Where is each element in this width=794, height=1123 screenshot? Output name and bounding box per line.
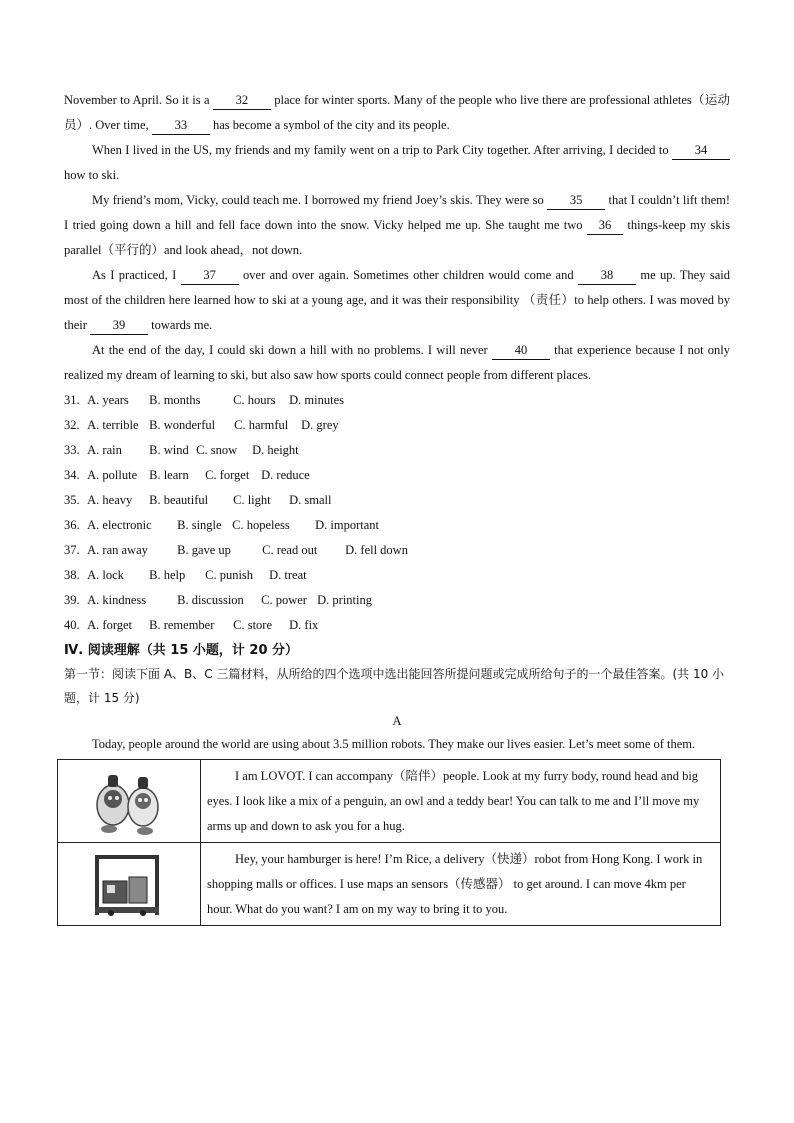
option-d: D. important — [315, 518, 380, 532]
question-number: 39. — [64, 593, 80, 607]
blank-34: 34 — [672, 141, 730, 160]
question-number: 32. — [64, 418, 80, 432]
text-run: My friend’s mom, Vicky, could teach me. I borrowed my friend Joey’s skis. They were so — [92, 193, 548, 207]
option-row-38 — [64, 563, 730, 588]
text-run: things-keep my skis parallel（平行的）and look ahead，not down. — [64, 218, 730, 257]
option-a: A. kindness — [87, 593, 147, 607]
option-row-40 — [64, 613, 730, 638]
option-a: A. lock — [87, 568, 124, 582]
lovot-description: I am LOVOT. I can accompany（陪伴）people. Look at my furry body, round head and big eyes. I look like a mix of a penguin, an owl and a teddy bear! You can talk to me and I’ll move my arms up and down to ask you for a hug. — [201, 760, 721, 843]
option-d: D. small — [289, 493, 332, 507]
option-c: C. punish — [205, 568, 254, 582]
option-d: D. reduce — [261, 468, 310, 482]
passage-letter: A — [392, 714, 402, 728]
passage-paragraph-4 — [64, 263, 730, 338]
options-list — [64, 388, 730, 638]
text-run: over and over again. Sometimes other children would come and — [238, 268, 578, 282]
option-d: D. printing — [317, 593, 372, 607]
text-run: At the end of the day, I could ski down a hill with no problems. I will never — [92, 343, 492, 357]
option-a: A. ran away — [87, 543, 148, 557]
exam-page — [64, 88, 730, 926]
option-row-36 — [64, 513, 730, 538]
question-number: 40. — [64, 618, 80, 632]
table-row — [58, 843, 721, 926]
section-heading: Ⅳ. 阅读理解（共 15 小题，计 20 分） — [64, 643, 299, 658]
passage-paragraph-3 — [64, 188, 730, 263]
text-run: how to ski. — [64, 168, 120, 182]
lovot-image-cell — [58, 760, 201, 843]
text-run: place for winter sports. Many of the people who live there are professional athletes（运动员）. Over time, — [64, 93, 730, 132]
option-c: C. power — [261, 593, 307, 607]
reading-intro: Today, people around the world are using about 3.5 million robots. They make our lives easier. Let’s meet some of them. — [92, 737, 696, 751]
robots-table — [57, 759, 721, 926]
option-b: B. beautiful — [149, 493, 209, 507]
option-c: C. hours — [233, 393, 276, 407]
option-c: C. harmful — [234, 418, 289, 432]
option-row-35 — [64, 488, 730, 513]
text-run: that experience because I not only realized my dream of learning to ski, but also saw how sports could connect people from different places. — [64, 343, 730, 382]
question-number: 38. — [64, 568, 80, 582]
option-row-33 — [64, 438, 730, 463]
option-a: A. rain — [87, 443, 122, 457]
option-a: A. forget — [87, 618, 133, 632]
option-b: B. learn — [149, 468, 189, 482]
option-d: D. height — [252, 443, 299, 457]
question-number: 35. — [64, 493, 80, 507]
option-row-34 — [64, 463, 730, 488]
rice-description: Hey, your hamburger is here! I’m Rice, a delivery（快递）robot from Hong Kong. I work in shopping malls or offices. I use maps an sensors（传感器） to get around. I can move 4km per hour. What do you want? I am on my way to bring it to you. — [201, 843, 721, 926]
blank-40: 40 — [492, 341, 550, 360]
blank-36: 36 — [587, 216, 623, 235]
option-b: B. months — [149, 393, 201, 407]
text-run: When I lived in the US, my friends and my family went on a trip to Park City together. After arriving, I decided to — [92, 143, 672, 157]
text-run: November to April. So it is a — [64, 93, 213, 107]
passage-paragraph-1 — [64, 88, 730, 138]
option-a: A. pollute — [87, 468, 138, 482]
blank-33: 33 — [152, 116, 210, 135]
blank-39: 39 — [90, 316, 148, 335]
option-d: D. grey — [301, 418, 339, 432]
rice-image-cell — [58, 843, 201, 926]
lovot-robot-image — [89, 761, 169, 841]
option-b: B. single — [177, 518, 222, 532]
text-run: me up. They said most of the children here learned how to ski at a young age, and it was their responsibility （责任）to help others. I was moved by their — [64, 268, 730, 332]
option-b: B. remember — [149, 618, 215, 632]
option-row-31 — [64, 388, 730, 413]
option-row-32 — [64, 413, 730, 438]
option-a: A. years — [87, 393, 129, 407]
option-c: C. light — [233, 493, 271, 507]
option-c: C. snow — [196, 443, 238, 457]
section-instruction: 第一节：阅读下面 A、B、C 三篇材料，从所给的四个选项中选出能回答所提问题或完成所给句子的一个最佳答案。(共 10 小题，计 15 分) — [64, 667, 725, 705]
text-run: has become a symbol of the city and its people. — [209, 118, 450, 132]
option-c: C. forget — [205, 468, 250, 482]
option-c: C. read out — [262, 543, 318, 557]
option-d: D. treat — [269, 568, 307, 582]
blank-38: 38 — [578, 266, 636, 285]
option-c: C. store — [233, 618, 273, 632]
text-run: that I couldn’t lift them! I tried going down a hill and fell face down into the snow. Vicky helped me up. She taught me two — [64, 193, 731, 232]
text-run: As I practiced, I — [92, 268, 181, 282]
option-d: D. fell down — [345, 543, 408, 557]
option-d: D. minutes — [289, 393, 344, 407]
question-number: 31. — [64, 393, 80, 407]
option-row-39 — [64, 588, 730, 613]
option-a: A. electronic — [87, 518, 152, 532]
option-c: C. hopeless — [232, 518, 290, 532]
question-number: 34. — [64, 468, 80, 482]
question-number: 33. — [64, 443, 80, 457]
table-row — [58, 760, 721, 843]
passage-paragraph-5 — [64, 338, 730, 388]
question-number: 37. — [64, 543, 80, 557]
option-d: D. fix — [289, 618, 319, 632]
option-b: B. wind — [149, 443, 189, 457]
blank-35: 35 — [547, 191, 605, 210]
rice-robot-image — [89, 849, 169, 919]
option-b: B. wonderful — [149, 418, 216, 432]
option-row-37 — [64, 538, 730, 563]
blank-32: 32 — [213, 91, 271, 110]
passage-paragraph-2 — [64, 138, 730, 188]
option-b: B. gave up — [177, 543, 231, 557]
question-number: 36. — [64, 518, 80, 532]
option-b: B. help — [149, 568, 186, 582]
option-a: A. terrible — [87, 418, 139, 432]
option-b: B. discussion — [177, 593, 244, 607]
blank-37: 37 — [181, 266, 239, 285]
option-a: A. heavy — [87, 493, 133, 507]
text-run: towards me. — [148, 318, 213, 332]
